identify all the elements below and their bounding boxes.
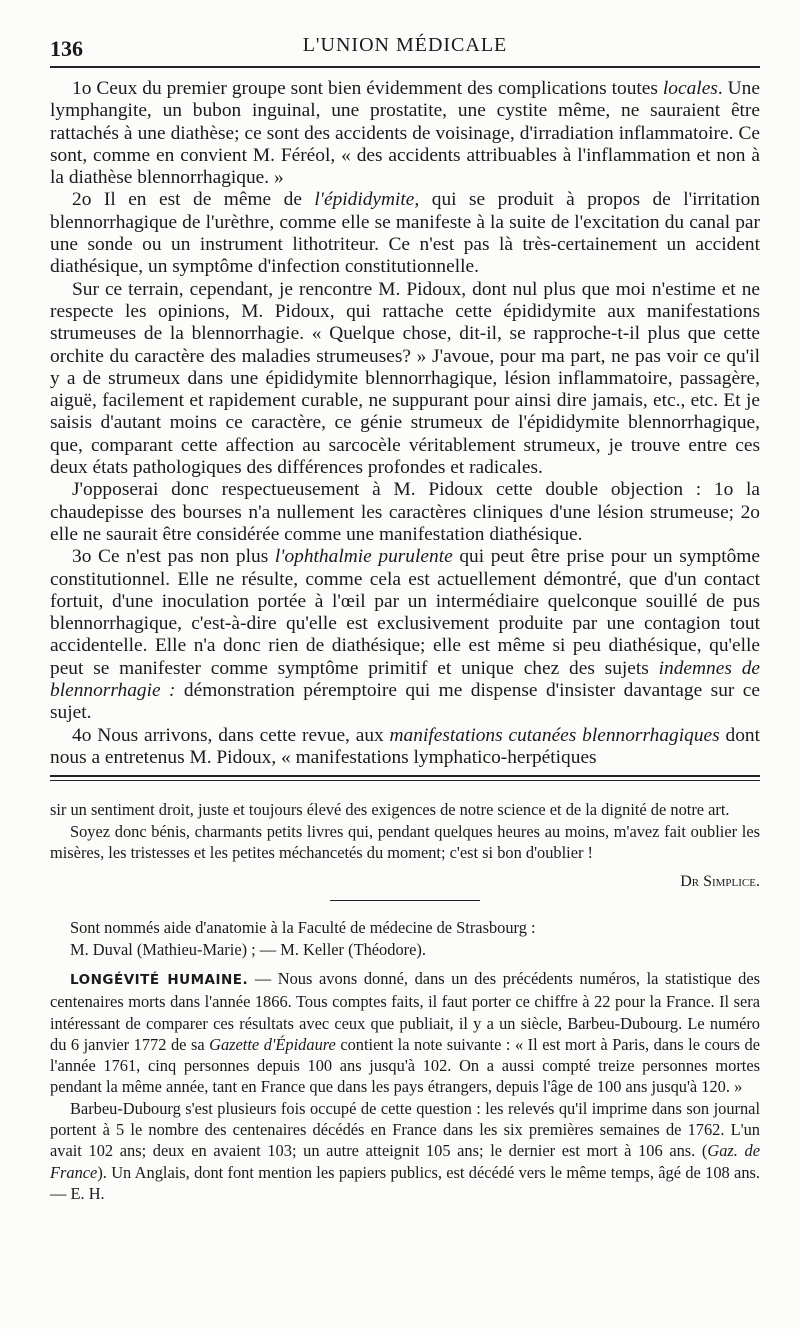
paragraph-ophthalmie: 3o Ce n'est pas non plus l'ophthalmie purulente qui peut être prise pour un symptôme constitutionnel. Elle ne résulte, comme cela est actuellement démontré, que d'un contact fortuit, d'une inoculation portée à l'œil par un intermédiaire quelconque souillé de pus blennorrhagique, c'est-à-dire qu'elle est exclusivement produite par une contagion tout accidentelle. Elle n'a donc rien de diathésique; elle est même si peu diathésique, qu'elle peut se manifester comme symptôme primitif et unique chez des sujets indemnes de blennorrhagie : démonstration péremptoire qui me dispense d'insister davantage sur ce sujet. bbox=[50, 546, 760, 724]
running-title: L'UNION MÉDICALE bbox=[302, 34, 508, 56]
longevite-paragraph: LONGÉVITÉ HUMAINE. — Nous avons donné, dans un des précédents numéros, la statistique des centenaires morts dans l'année 1866. Tous comptes faits, il faut porter ce chiffre à 22 pour la France. Il sera intéressant de comparer ces résultats avec ceux que publiait, il y a un siècle, Barbeu-Dubourg. Le numéro du 6 janvier 1772 de sa Gazette d'Épidaure contient la note suivante : « Il est mort à Paris, dans le cours de l'année 1761, cinq personnes depuis 100 ans jusqu'à 102. On a aussi compté treize personnes mortes pendant la même année, tant en France que dans les pays étrangers, depuis l'âge de 100 ans jusqu'à 120. » bbox=[50, 968, 760, 1097]
page-number: 136 bbox=[50, 36, 83, 61]
nomination-notice: Sont nommés aide d'anatomie à la Faculté de médecine de Strasbourg : bbox=[70, 918, 536, 938]
paragraph-epididymite: 2o Il en est de même de l'épididymite, qui se produit à propos de l'irritation blennorrhagique de l'urèthre, comme elle se manifeste à la suite de l'excitation du canal par une sonde ou un instrument lithotriteur. Ce n'est pas là très-certainement un accident diathésique, un symptôme d'infection constitutionnelle. bbox=[50, 189, 760, 278]
feuilleton-separator bbox=[50, 775, 760, 781]
header-rule bbox=[50, 66, 760, 68]
paragraph-manifestations: 4o Nous arrivons, dans cette revue, aux manifestations cutanées blennorrhagiques dont nous a entretenus M. Pidoux, « manifestations lymphatico-herpétiques bbox=[50, 724, 760, 768]
feuilleton-closing: Soyez donc bénis, charmants petits livres qui, pendant quelques heures au moins, m'avez fait oublier les misères, les tristesses et les petites méchancetés du moment; c'est si bon d'oublier ! bbox=[50, 821, 760, 862]
paragraph-objection: J'opposerai donc respectueusement à M. Pidoux cette double objection : 1o la chaudepisse des bourses n'a nullement les caractères cliniques d'une lésion strumeuse; 2o elle ne saurait être considérée comme une manifestation diathésique. bbox=[50, 479, 760, 545]
paragraph-first-group: 1o Ceux du premier groupe sont bien évidemment des complications toutes locales. Une lymphangite, un bubon inguinal, une prostatite, une cystite même, ne sauraient être rattachés à une diathèse; ce sont des accidents de voisinage, d'irradiation inflammatoire. Ce sont, comme en convient M. Féréol, « des accidents attribuables à l'inflammation et non à la diathèse blennorrhagique. » bbox=[50, 78, 760, 189]
rubric-title: LONGÉVITÉ HUMAINE. bbox=[70, 971, 249, 988]
short-rule bbox=[330, 900, 480, 901]
page-header bbox=[50, 26, 760, 66]
main-article bbox=[50, 78, 760, 769]
feuilleton-continuation: sir un sentiment droit, juste et toujours élevé des exigences de notre science et de la dignité de notre art. bbox=[50, 800, 730, 820]
barbeu-dubourg-paragraph: Barbeu-Dubourg s'est plusieurs fois occupé de cette question : les relevés qu'il imprime dans son journal portent à 5 le nombre des centenaires décédés en France dans les six premières semaines de 1762. L'un avait 102 ans; deux en avaient 103; un autre atteignit 105 ans; le dernier est mort à 106 ans. (Gaz. de France). Un Anglais, dont font mention les papiers publics, est décédé vers le même temps, âgé de 108 ans. — E. H. bbox=[50, 1098, 760, 1203]
signature: Dr Simplice. bbox=[680, 873, 760, 891]
nomination-names: M. Duval (Mathieu-Marie) ; — M. Keller (Théodore). bbox=[70, 939, 426, 959]
paragraph-pidoux: Sur ce terrain, cependant, je rencontre M. Pidoux, dont nul plus que moi n'estime et ne respecte les opinions, M. Pidoux, qui rattache cette épididymite aux manifestations strumeuses de la blennorrhagie. « Quelque chose, dit-il, se rapproche-t-il plus que cette orchite du caractère des maladies strumeuses? » J'avoue, pour ma part, ne pas voir ce qu'il y a de strumeux dans une épididymite blennorrhagique, lésion inflammatoire, passagère, aiguë, facilement et rapidement curable, ne suppurant pour ainsi dire jamais, etc., etc. Et je saisis d'autant moins ce caractère, ce génie strumeux de l'épididymite blennorrhagique, que, comparant cette affection au sarcocèle véritablement strumeux, je trouve entre ces deux états pathologiques des différences profondes et radicales. bbox=[50, 278, 760, 479]
lower-section bbox=[50, 799, 760, 1204]
